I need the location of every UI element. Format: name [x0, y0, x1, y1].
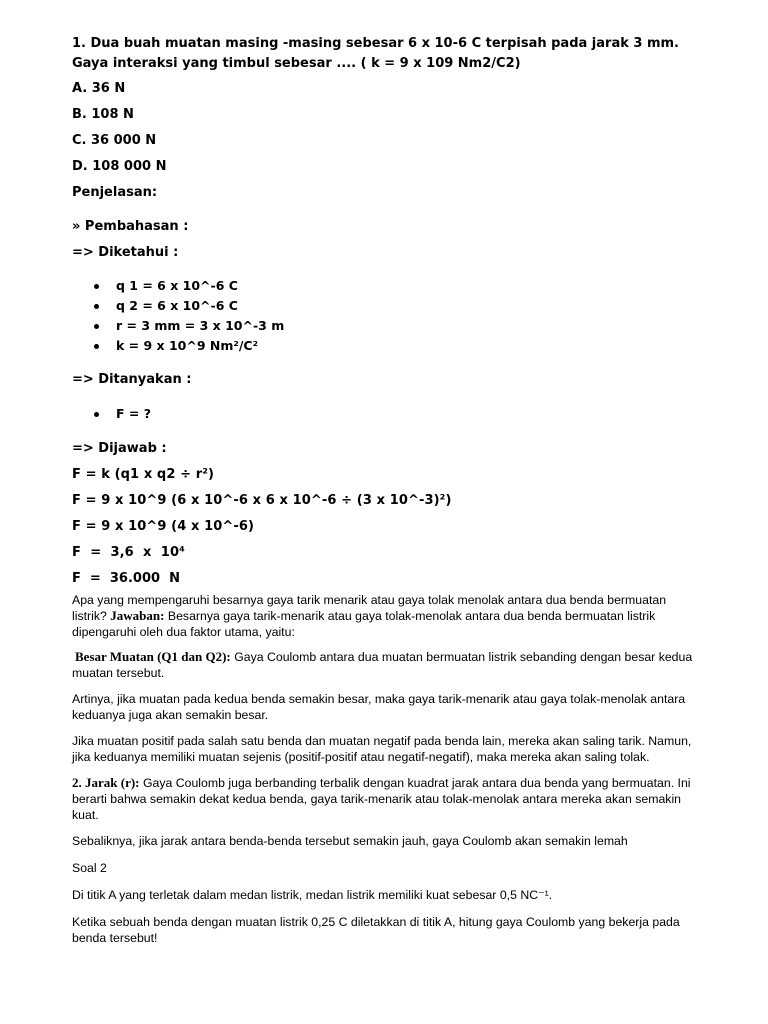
dijawab-heading: => Dijawab :: [72, 441, 167, 456]
factor-1-paragraph-3: Jika muatan positif pada salah satu benda dan muatan negatif pada benda lain, mereka akan saling tarik. Namun, jika keduanya memiliki muatan sejenis (positif-positif atau negatif-negatif), maka mereka akan saling tolak.: [72, 734, 692, 764]
soal-2-heading: Soal 2: [72, 861, 107, 875]
option-d: D. 108 000 N: [72, 159, 167, 174]
diketahui-list: [72, 276, 700, 356]
bullet-icon: [94, 412, 99, 417]
pembahasan-heading: » Pembahasan :: [72, 219, 189, 234]
bullet-icon: [94, 324, 99, 329]
list-item: r = 3 mm = 3 x 10^-3 m: [72, 316, 700, 336]
diketahui-heading: => Diketahui :: [72, 245, 179, 260]
list-item: q 1 = 6 x 10^-6 C: [72, 276, 700, 296]
answer-label: Jawaban:: [110, 608, 165, 623]
factor-1-label: Besar Muatan (Q1 dan Q2):: [75, 649, 231, 664]
equation-step-1: F = k (q1 x q2 ÷ r²): [72, 467, 215, 482]
option-c: C. 36 000 N: [72, 133, 157, 148]
bullet-icon: [94, 304, 99, 309]
bullet-icon: [94, 344, 99, 349]
factor-2-paragraph-2: Sebaliknya, jika jarak antara benda-benda tersebut semakin jauh, gaya Coulomb akan semakin lemah: [72, 834, 628, 848]
list-item: F = ?: [72, 404, 700, 424]
soal-2-paragraph-2: Ketika sebuah benda dengan muatan listrik 0,25 C diletakkan di titik A, hitung gaya Coulomb yang bekerja pada benda tersebut!: [72, 915, 680, 945]
equation-step-3: F = 9 x 10^9 (4 x 10^-6): [72, 519, 255, 534]
ditanyakan-heading: => Ditanyakan :: [72, 372, 192, 387]
factor-2-paragraph: 2. Jarak (r): Gaya Coulomb juga berbanding terbalik dengan kuadrat jarak antara dua benda yang bermuatan. Ini berarti bahwa semakin dekat kedua benda, gaya tarik-menarik atau tolak-menolak antara mereka akan semakin kuat.: [72, 775, 691, 822]
document-page: [72, 34, 700, 946]
factor-2-label: 2. Jarak (r):: [72, 775, 140, 790]
list-item: k = 9 x 10^9 Nm²/C²: [72, 336, 700, 356]
penjelasan-heading: Penjelasan:: [72, 185, 158, 200]
equation-step-4: F = 3,6 x 10⁴: [72, 545, 185, 560]
soal-2-paragraph-1: Di titik A yang terletak dalam medan listrik, medan listrik memiliki kuat sebesar 0,5 NC⁻¹.: [72, 888, 553, 902]
explanation-question: Apa yang mempengaruhi besarnya gaya tarik menarik atau gaya tolak menolak antara dua benda bermuatan listrik? Jawaban: Besarnya gaya tarik-menarik atau gaya tolak-menolak antara dua benda bermuatan listrik dipengaruhi oleh dua faktor utama, yaitu:: [72, 593, 667, 639]
equation-step-5: F = 36.000 N: [72, 571, 180, 586]
list-item: q 2 = 6 x 10^-6 C: [72, 296, 700, 316]
factor-1-paragraph: Besar Muatan (Q1 dan Q2): Gaya Coulomb antara dua muatan bermuatan listrik sebanding dengan besar kedua muatan tersebut.: [72, 649, 693, 680]
bullet-icon: [94, 284, 99, 289]
option-a: A. 36 N: [72, 81, 126, 96]
ditanyakan-list: [72, 404, 700, 424]
equation-step-2: F = 9 x 10^9 (6 x 10^-6 x 6 x 10^-6 ÷ (3 x 10^-3)²): [72, 493, 452, 508]
option-b: B. 108 N: [72, 107, 134, 122]
factor-1-paragraph-2: Artinya, jika muatan pada kedua benda semakin besar, maka gaya tarik-menarik atau gaya tolak-menolak antara keduanya juga akan semakin besar.: [72, 692, 686, 722]
question-1-text: 1. Dua buah muatan masing -masing sebesar 6 x 10-6 C terpisah pada jarak 3 mm. Gaya interaksi yang timbul sebesar .... ( k = 9 x 109 Nm2/C2): [72, 36, 679, 71]
